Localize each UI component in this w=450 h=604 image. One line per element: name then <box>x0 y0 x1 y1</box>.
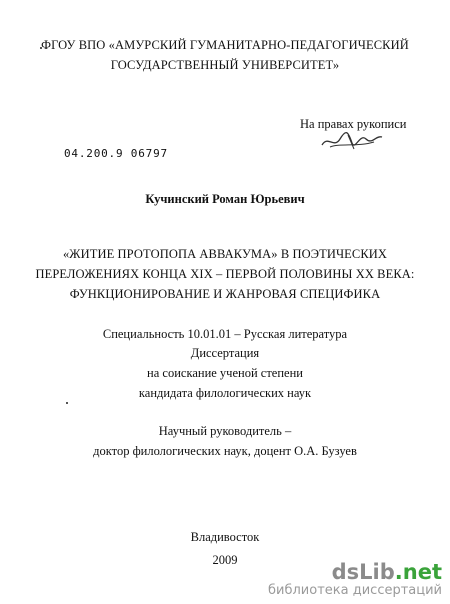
institution-line-2: ГОСУДАРСТВЕННЫЙ УНИВЕРСИТЕТ» <box>110 58 340 72</box>
signature-icon <box>318 127 386 155</box>
specialty: Специальность 10.01.01 – Русская литература <box>102 327 348 341</box>
manuscript-rights-label: На правах рукописи <box>300 117 407 131</box>
institution-line-1: ФГОУ ВПО «АМУРСКИЙ ГУМАНИТАРНО-ПЕДАГОГИЧЕСКИЙ <box>41 38 409 52</box>
degree-line-2: на соискание ученой степени <box>147 366 303 380</box>
supervisor-line-2: доктор филологических наук, доцент О.А. Бузуев <box>93 444 357 458</box>
title-line-3: ФУНКЦИОНИРОВАНИЕ И ЖАНРОВАЯ СПЕЦИФИКА <box>69 287 381 301</box>
author-name: Кучинский Роман Юрьевич <box>145 192 305 206</box>
dslib-subtitle: библиотека диссертаций <box>268 583 442 598</box>
dslib-logo: dsLib.net <box>331 560 442 584</box>
scan-speck <box>66 402 68 404</box>
registration-code: 04.200.9 06797 <box>64 147 168 160</box>
city: Владивосток <box>190 530 260 544</box>
year: 2009 <box>212 553 238 567</box>
title-line-1: «ЖИТИЕ ПРОТОПОПА АВВАКУМА» В ПОЭТИЧЕСКИХ <box>62 247 388 261</box>
title-line-2: ПЕРЕЛОЖЕНИЯХ КОНЦА XIX – ПЕРВОЙ ПОЛОВИНЫ XX ВЕКА: <box>35 267 415 281</box>
supervisor-line-1: Научный руководитель – <box>158 424 292 438</box>
degree-line-1: Диссертация <box>190 346 260 360</box>
dslib-watermark <box>268 561 442 598</box>
degree-line-3: кандидата филологических наук <box>138 386 312 400</box>
